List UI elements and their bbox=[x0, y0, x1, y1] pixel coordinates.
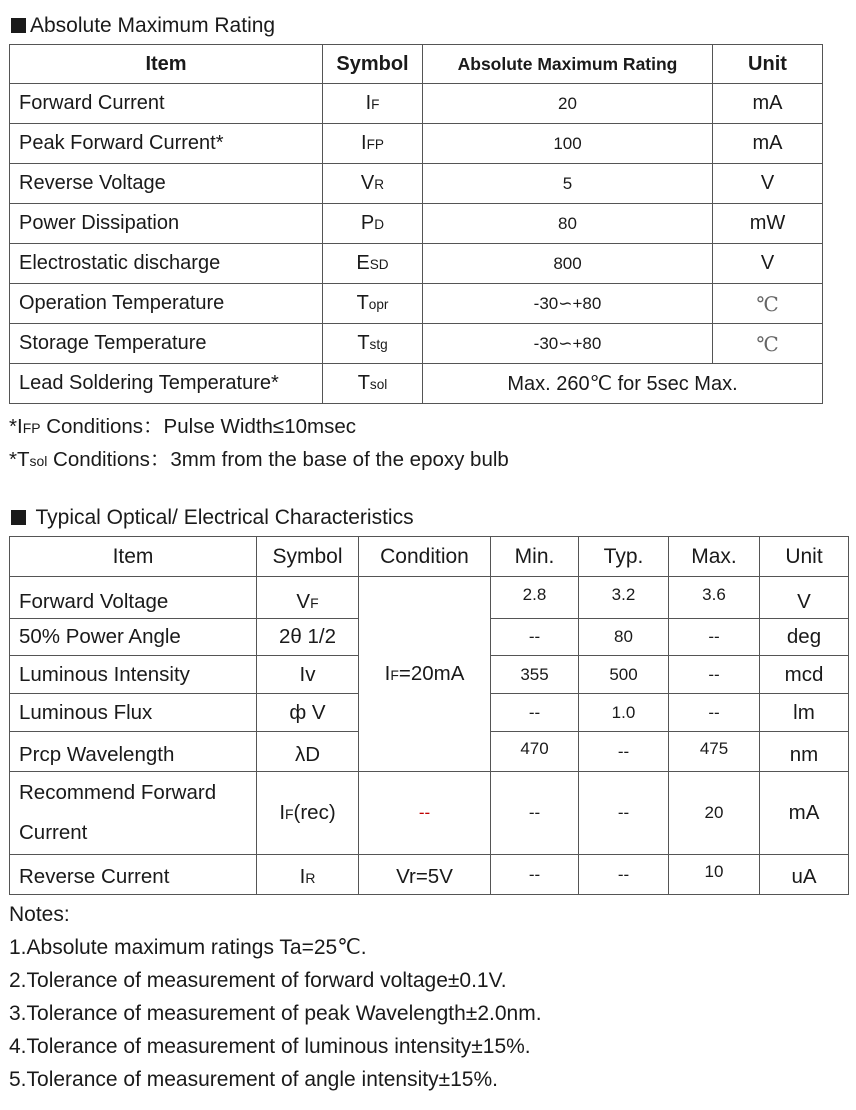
cell-symbol: 2θ 1/2 bbox=[257, 619, 359, 656]
cell-condition: -- bbox=[359, 772, 491, 855]
cell-symbol: λD bbox=[257, 732, 359, 772]
cell-unit: deg bbox=[760, 619, 849, 656]
table-row bbox=[10, 324, 823, 364]
cell-item: Prcp Wavelength bbox=[10, 732, 257, 772]
absolute-maximum-rating-table bbox=[9, 44, 823, 404]
cell-unit: ℃ bbox=[713, 284, 823, 324]
cell-symbol: IFP bbox=[323, 124, 423, 164]
cell-condition-merged: IF=20mA bbox=[359, 577, 491, 772]
table-row bbox=[10, 772, 849, 855]
cell-item: 50% Power Angle bbox=[10, 619, 257, 656]
cell-min: -- bbox=[491, 694, 579, 732]
table-header-row bbox=[10, 45, 823, 84]
cell-value: 80 bbox=[423, 204, 713, 244]
cell-value: -30∽+80 bbox=[423, 284, 713, 324]
cell-max: -- bbox=[669, 656, 760, 694]
cell-typ: 1.0 bbox=[579, 694, 669, 732]
cell-unit: V bbox=[713, 164, 823, 204]
section-typical-title: Typical Optical/ Electrical Characteristics bbox=[11, 506, 414, 530]
cell-value: 100 bbox=[423, 124, 713, 164]
square-bullet-icon bbox=[11, 510, 26, 525]
cell-unit: mA bbox=[760, 772, 849, 855]
table-header-row bbox=[10, 537, 849, 577]
cell-item: Reverse Voltage bbox=[10, 164, 323, 204]
cell-symbol: Tstg bbox=[323, 324, 423, 364]
footnote-tsol: *Tsol Conditions：3mm from the base of the epoxy bulb bbox=[9, 448, 509, 471]
typical-characteristics-table bbox=[9, 536, 849, 895]
cell-item: Storage Temperature bbox=[10, 324, 323, 364]
cell-max: 10 bbox=[669, 855, 760, 895]
cell-unit: V bbox=[713, 244, 823, 284]
note-item: 1.Absolute maximum ratings Ta=25℃. bbox=[9, 936, 367, 959]
cell-typ: 80 bbox=[579, 619, 669, 656]
header-item: Item bbox=[10, 45, 323, 84]
cell-symbol: Tsol bbox=[323, 364, 423, 404]
cell-symbol: ф V bbox=[257, 694, 359, 732]
cell-typ: -- bbox=[579, 855, 669, 895]
cell-symbol: VR bbox=[323, 164, 423, 204]
cell-item: Forward Current bbox=[10, 84, 323, 124]
cell-min: -- bbox=[491, 772, 579, 855]
cell-symbol: IF(rec) bbox=[257, 772, 359, 855]
note-item: 4.Tolerance of measurement of luminous intensity±15%. bbox=[9, 1035, 531, 1058]
cell-typ: 3.2 bbox=[579, 577, 669, 619]
note-item: 2.Tolerance of measurement of forward voltage±0.1V. bbox=[9, 969, 507, 992]
cell-min: 2.8 bbox=[491, 577, 579, 619]
table-row bbox=[10, 284, 823, 324]
header-unit: Unit bbox=[713, 45, 823, 84]
cell-value: 800 bbox=[423, 244, 713, 284]
cell-item: Lead Soldering Temperature* bbox=[10, 364, 323, 404]
cell-item: Electrostatic discharge bbox=[10, 244, 323, 284]
header-typ: Typ. bbox=[579, 537, 669, 577]
note-item: 3.Tolerance of measurement of peak Wavelength±2.0nm. bbox=[9, 1002, 542, 1025]
cell-value: 20 bbox=[423, 84, 713, 124]
cell-typ: -- bbox=[579, 772, 669, 855]
cell-item: Forward Voltage bbox=[10, 577, 257, 619]
cell-value: 5 bbox=[423, 164, 713, 204]
note-item: 5.Tolerance of measurement of angle intensity±15%. bbox=[9, 1068, 498, 1091]
cell-unit: mcd bbox=[760, 656, 849, 694]
table-row bbox=[10, 164, 823, 204]
cell-item: Luminous Flux bbox=[10, 694, 257, 732]
cell-unit: V bbox=[760, 577, 849, 619]
cell-item: Operation Temperature bbox=[10, 284, 323, 324]
cell-max: 475 bbox=[669, 732, 760, 772]
section-abs-max-title: Absolute Maximum Rating bbox=[11, 14, 275, 38]
footnote-ifp: *IFP Conditions：Pulse Width≤10msec bbox=[9, 415, 356, 438]
cell-min: 470 bbox=[491, 732, 579, 772]
cell-max: 20 bbox=[669, 772, 760, 855]
table-row bbox=[10, 204, 823, 244]
cell-item: Luminous Intensity bbox=[10, 656, 257, 694]
header-max: Max. bbox=[669, 537, 760, 577]
cell-unit: mW bbox=[713, 204, 823, 244]
cell-item: Power Dissipation bbox=[10, 204, 323, 244]
header-rating: Absolute Maximum Rating bbox=[423, 45, 713, 84]
cell-max: -- bbox=[669, 694, 760, 732]
cell-condition: Vr=5V bbox=[359, 855, 491, 895]
square-bullet-icon bbox=[11, 18, 26, 33]
cell-unit: mA bbox=[713, 124, 823, 164]
cell-typ: 500 bbox=[579, 656, 669, 694]
cell-symbol: Iv bbox=[257, 656, 359, 694]
header-symbol: Symbol bbox=[323, 45, 423, 84]
cell-symbol: IF bbox=[323, 84, 423, 124]
cell-symbol: IR bbox=[257, 855, 359, 895]
table-row bbox=[10, 577, 849, 619]
header-unit: Unit bbox=[760, 537, 849, 577]
cell-min: 355 bbox=[491, 656, 579, 694]
table-row bbox=[10, 855, 849, 895]
cell-min: -- bbox=[491, 855, 579, 895]
notes-block bbox=[9, 898, 542, 1096]
cell-max: -- bbox=[669, 619, 760, 656]
cell-symbol: PD bbox=[323, 204, 423, 244]
cell-max: 3.6 bbox=[669, 577, 760, 619]
header-min: Min. bbox=[491, 537, 579, 577]
table-row bbox=[10, 364, 823, 404]
cell-unit: uA bbox=[760, 855, 849, 895]
notes-heading: Notes: bbox=[9, 903, 70, 926]
cell-symbol: ESD bbox=[323, 244, 423, 284]
cell-unit: lm bbox=[760, 694, 849, 732]
header-condition: Condition bbox=[359, 537, 491, 577]
cell-value-merged: Max. 260℃ for 5sec Max. bbox=[423, 364, 823, 404]
cell-min: -- bbox=[491, 619, 579, 656]
header-symbol: Symbol bbox=[257, 537, 359, 577]
cell-item: Peak Forward Current* bbox=[10, 124, 323, 164]
cell-symbol: Topr bbox=[323, 284, 423, 324]
table-row bbox=[10, 124, 823, 164]
table-row bbox=[10, 84, 823, 124]
cell-symbol: VF bbox=[257, 577, 359, 619]
header-item: Item bbox=[10, 537, 257, 577]
table-row bbox=[10, 244, 823, 284]
cell-unit: mA bbox=[713, 84, 823, 124]
cell-typ: -- bbox=[579, 732, 669, 772]
cell-item: Reverse Current bbox=[10, 855, 257, 895]
cell-item: Recommend Forward Current bbox=[10, 772, 257, 855]
cell-unit: nm bbox=[760, 732, 849, 772]
cell-unit: ℃ bbox=[713, 324, 823, 364]
cell-value: -30∽+80 bbox=[423, 324, 713, 364]
